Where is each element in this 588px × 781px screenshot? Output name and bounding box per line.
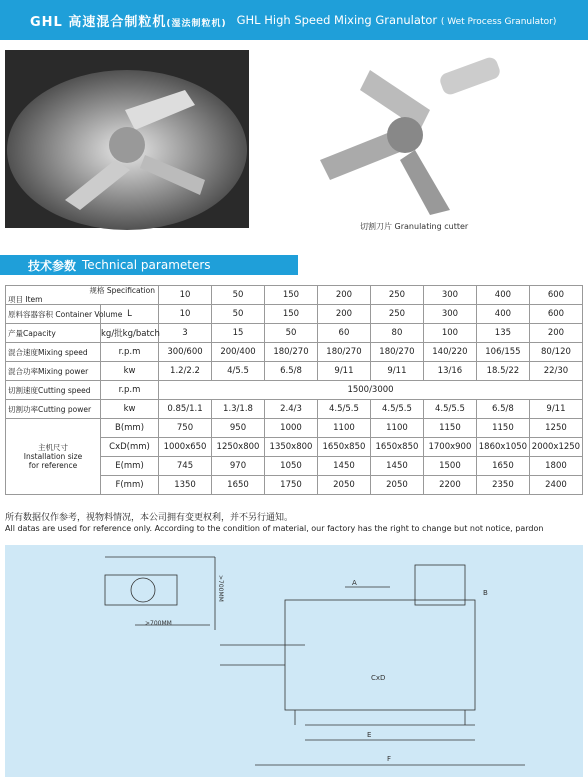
table-cell: 1.3/1.8 [212,400,265,419]
table-cell: 1700x900 [423,438,476,457]
table-cell: 2.4/3 [264,400,317,419]
table-cell: 2200 [423,476,476,495]
table-row [6,419,583,438]
install-size-label: 主机尺寸 Installation size for reference [6,419,101,495]
table-cell: 1800 [529,457,582,476]
table-cell: 1100 [370,419,423,438]
spec-header-cell: 50 [212,286,265,305]
table-cell: 1750 [264,476,317,495]
row-label: 原料容器容积 Container Volume [6,305,101,324]
clearance-label-vertical: >700MM [217,575,224,602]
table-cell: 18.5/22 [476,362,529,381]
table-cell: 0.85/1.1 [159,400,212,419]
dim-b: B [483,589,488,597]
table-cell: 1100 [317,419,370,438]
table-cell: 2350 [476,476,529,495]
table-cell: 400 [476,305,529,324]
table-cell: 250 [370,305,423,324]
table-cell: 2050 [370,476,423,495]
page-header [0,0,588,40]
row-unit: F(mm) [101,476,159,495]
table-cell: 745 [159,457,212,476]
row-unit: CxD(mm) [101,438,159,457]
row-label: 混合速度Mixing speed [6,343,101,362]
table-row [6,305,583,324]
table-cell: 1860x1050 [476,438,529,457]
table-cell: 80/120 [529,343,582,362]
table-cell: 1150 [423,419,476,438]
table-cell: 100 [423,324,476,343]
table-row [6,400,583,419]
row-unit: kw [101,362,159,381]
table-cell: 1000 [264,419,317,438]
table-cell: 180/270 [317,343,370,362]
row-unit: kg/批kg/batch [101,324,159,343]
table-cell: 9/11 [370,362,423,381]
title-en: GHL High Speed Mixing Granulator ( Wet Process Granulator) [236,13,557,27]
table-row [6,324,583,343]
spec-header-cell: 250 [370,286,423,305]
row-label: 切割速度Cutting speed [6,381,101,400]
photo-caption: 切割刀片 Granulating cutter [360,222,469,231]
table-cell: 135 [476,324,529,343]
spec-header-cell: 400 [476,286,529,305]
table-cell: 22/30 [529,362,582,381]
table-row [6,381,583,400]
row-unit: kw [101,400,159,419]
table-cell: 1350x800 [264,438,317,457]
dim-cd: CxD [371,674,386,682]
table-cell: 3 [159,324,212,343]
table-cell: 970 [212,457,265,476]
table-cell: 1000x650 [159,438,212,457]
table-cell: 2400 [529,476,582,495]
table-cell: 1.2/2.2 [159,362,212,381]
cutter-photo [300,50,520,215]
table-cell: 1250x800 [212,438,265,457]
table-cell: 4.5/5.5 [317,400,370,419]
table-cell: 200 [317,305,370,324]
spec-header-cell: 600 [529,286,582,305]
table-cell: 6.5/8 [264,362,317,381]
spec-header-cell: 150 [264,286,317,305]
table-cell: 1650 [476,457,529,476]
row-unit: r.p.m [101,343,159,362]
table-cell: 15 [212,324,265,343]
note-en: All datas are used for reference only. According to the condition of material, our factory has the right to change but not notice, pardon [5,524,544,533]
row-unit: B(mm) [101,419,159,438]
table-cell: 150 [264,305,317,324]
row-unit: E(mm) [101,457,159,476]
table-cell: 1050 [264,457,317,476]
table-cell: 80 [370,324,423,343]
table-cell: 13/16 [423,362,476,381]
dim-a: A [352,579,357,587]
machine-photo [5,50,249,228]
table-cell: 4.5/5.5 [423,400,476,419]
table-cell: 1350 [159,476,212,495]
table-cell: 2000x1250 [529,438,582,457]
spec-header-cell: 300 [423,286,476,305]
table-header-row [6,286,583,305]
row-label: 产量Capacity [6,324,101,343]
table-cell: 140/220 [423,343,476,362]
table-cell: 9/11 [317,362,370,381]
table-cell: 1650x850 [317,438,370,457]
table-cell: 600 [529,305,582,324]
table-cell: 1150 [476,419,529,438]
table-cell: 4/5.5 [212,362,265,381]
table-cell: 300 [423,305,476,324]
table-cell: 180/270 [264,343,317,362]
row-unit: r.p.m [101,381,159,400]
dim-f: F [387,755,392,763]
table-cell: 9/11 [529,400,582,419]
table-cell: 1250 [529,419,582,438]
table-cell: 106/155 [476,343,529,362]
table-cell: 1500 [423,457,476,476]
row-label: 切割功率Cutting power [6,400,101,419]
table-cell: 1650x850 [370,438,423,457]
table-cell: 300/600 [159,343,212,362]
spec-table [5,285,583,495]
clearance-label: >700MM [145,620,172,627]
table-cell: 10 [159,305,212,324]
table-cell: 950 [212,419,265,438]
table-cell: 50 [212,305,265,324]
table-cell: 50 [264,324,317,343]
table-cell: 1500/3000 [159,381,583,400]
table-cell: 60 [317,324,370,343]
spec-header-cell: 10 [159,286,212,305]
table-cell: 4.5/5.5 [370,400,423,419]
dim-e: E [367,731,372,739]
note-cn: 所有数据仅作参考，视物料情况，本公司拥有变更权利，并不另行通知。 [5,513,294,523]
spec-header-cell: 200 [317,286,370,305]
row-label: 混合功率Mixing power [6,362,101,381]
table-cell: 2050 [317,476,370,495]
table-cell: 1650 [212,476,265,495]
table-row [6,362,583,381]
table-cell: 200/400 [212,343,265,362]
table-cell: 1450 [317,457,370,476]
section-title: 技术参数 Technical parameters [0,255,298,275]
table-cell: 200 [529,324,582,343]
table-cell: 1450 [370,457,423,476]
table-cell: 6.5/8 [476,400,529,419]
row-unit: L [101,305,159,324]
table-row [6,343,583,362]
table-cell: 180/270 [370,343,423,362]
table-cell: 750 [159,419,212,438]
installation-drawing [5,545,583,777]
title-cn: GHL 高速混合制粒机(湿法制粒机) [30,14,227,30]
spec-item-header: 规格 Specification 项目 Item [6,286,159,305]
